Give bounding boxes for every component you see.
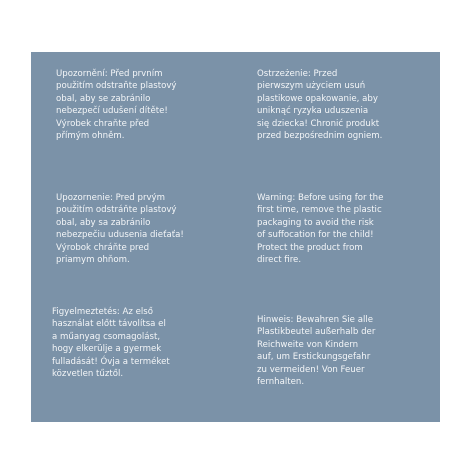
- warning-text-german: Hinweis: Bewahren Sie alle Plastikbeutel außerhalb der Reichweite von Kindern auf, um Erstickungsgefahr zu vermeiden! Von Feuer fernhalten.: [257, 315, 376, 388]
- warning-text-polish: Ostrzeżenie: Przed pierwszym użyciem usuń plastikowe opakowanie, aby uniknąć ryzyka uduszenia się dziecka! Chronić produkt przed bezpośrednim ogniem.: [257, 69, 383, 142]
- warning-text-hungarian: Figyelmeztetés: Az első használat előtt távolítsa el a műanyag csomagolást, hogy elkerülje a gyermek fulladását! Óvja a terméket közvetlen tűztől.: [52, 307, 170, 380]
- warning-text-slovak: Upozornenie: Pred prvým použitím odstráňte plastový obal, aby sa zabránilo nebezpečiu udusenia dieťaťa! Výrobok chráňte pred priamym ohňom.: [56, 193, 184, 266]
- warning-text-czech: Upozornění: Před prvním použitím odstraňte plastový obal, aby se zabránilo nebezpečí udušení dítěte! Výrobek chraňte před přímým ohněm.: [56, 69, 177, 142]
- warning-text-english: Warning: Before using for the first time, remove the plastic packaging to avoid the risk of suffocation for the child! Protect the product from direct fire.: [257, 193, 384, 266]
- warning-label-panel: [31, 52, 440, 422]
